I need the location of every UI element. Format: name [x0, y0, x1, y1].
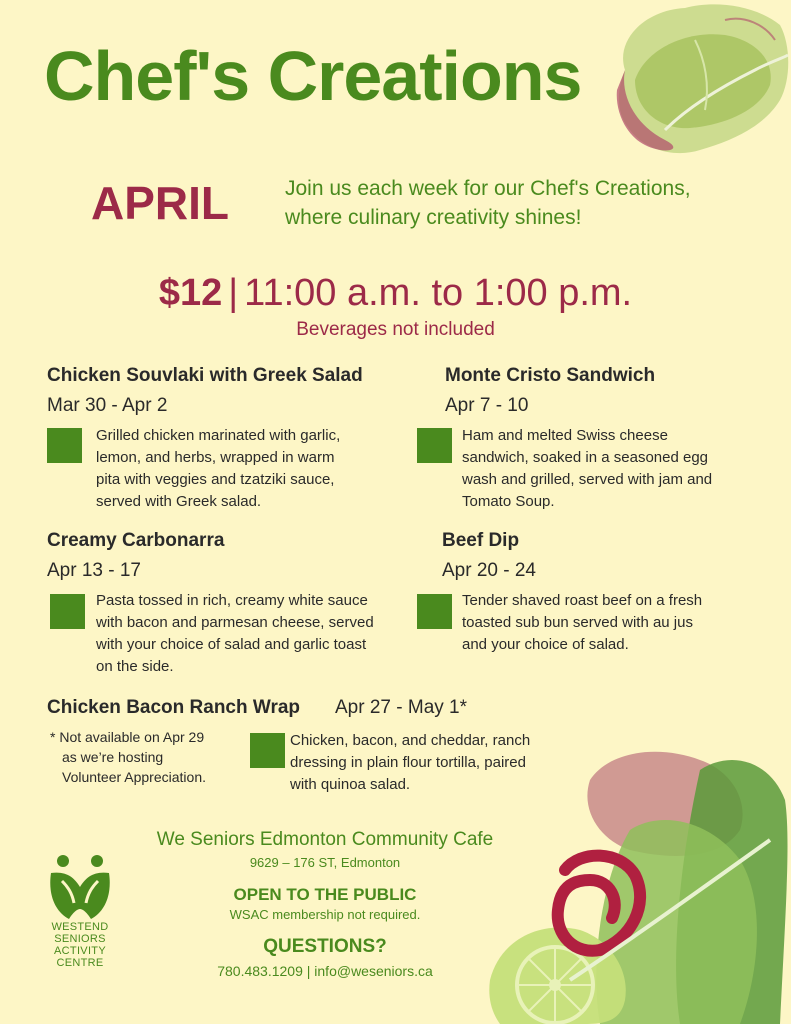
footnote — [50, 727, 250, 787]
menu-item-dates: Apr 7 - 10 — [445, 395, 529, 416]
logo-line: WESTEND — [51, 921, 109, 933]
price: $12 — [158, 272, 223, 314]
menu-item-name: Creamy Carbonarra — [47, 530, 225, 551]
menu-item-dates: Apr 13 - 17 — [47, 560, 141, 581]
logo-line: CENTRE — [56, 957, 104, 969]
menu-item-description — [462, 590, 762, 656]
contact-info — [0, 963, 650, 979]
menu-item-dates: Apr 27 - May 1* — [335, 697, 467, 718]
price-separator: | — [228, 272, 239, 314]
open-public-label: OPEN TO THE PUBLIC — [233, 885, 417, 904]
logo-line: ACTIVITY — [54, 945, 106, 957]
logo-line: SENIORS — [54, 933, 106, 945]
month-label: APRIL — [91, 177, 229, 229]
menu-item-dates: Apr 20 - 24 — [442, 560, 536, 581]
desc-line: Tender shaved roast beef on a fresh — [462, 592, 703, 609]
desc-line: served with Greek salad. — [96, 493, 262, 510]
menu-item-bullet — [47, 428, 82, 463]
desc-line: dressing in plain flour tortilla, paired — [290, 754, 526, 771]
menu-item-name: Chicken Souvlaki with Greek Salad — [47, 365, 363, 386]
desc-line: toasted sub bun served with au jus — [462, 614, 693, 631]
desc-line: with your choice of salad and garlic toast — [96, 636, 367, 653]
phone-number[interactable]: 780.483.1209 — [217, 963, 303, 979]
menu-item-description — [290, 730, 580, 796]
questions-heading: QUESTIONS? — [263, 936, 387, 957]
menu-item-bullet — [417, 428, 452, 463]
menu-item-name: Beef Dip — [442, 530, 520, 551]
desc-line: lemon, and herbs, wrapped in warm — [96, 449, 335, 466]
desc-line: sandwich, soaked in a seasoned egg — [462, 449, 709, 466]
menu-item-dates: Mar 30 - Apr 2 — [47, 395, 168, 416]
desc-line: on the side. — [96, 658, 174, 675]
footnote-line: * Not available on Apr 29 — [50, 729, 205, 745]
cafe-address: 9629 – 176 ST, Edmonton — [249, 855, 401, 870]
desc-line: Chicken, bacon, and cheddar, ranch — [290, 732, 531, 749]
footnote-line: Volunteer Appreciation. — [62, 769, 206, 785]
intro-line-1: Join us each week for our Chef's Creations, — [285, 177, 691, 200]
desc-line: and your choice of salad. — [462, 636, 629, 653]
membership-note: WSAC membership not required. — [229, 907, 421, 922]
contact-separator: | — [306, 963, 311, 979]
desc-line: with quinoa salad. — [290, 776, 411, 793]
intro-line-2: where culinary creativity shines! — [285, 206, 582, 229]
time-range: 11:00 a.m. to 1:00 p.m. — [244, 272, 633, 314]
menu-item-description — [462, 425, 762, 513]
footnote-line: as we’re hosting — [62, 749, 164, 765]
page-title: Chef's Creations — [44, 37, 582, 115]
email-link[interactable]: info@weseniors.ca — [314, 963, 433, 979]
beverages-note: Beverages not included — [296, 319, 495, 340]
menu-item-description — [96, 425, 386, 513]
lettuce-illustration-top — [605, 0, 791, 160]
desc-line: with bacon and parmesan cheese, served — [96, 614, 374, 631]
desc-line: Pasta tossed in rich, creamy white sauce — [96, 592, 368, 609]
menu-item-bullet — [50, 594, 85, 629]
menu-item-bullet — [250, 733, 285, 768]
price-time-row — [0, 272, 791, 315]
intro-text — [285, 174, 755, 232]
desc-line: Grilled chicken marinated with garlic, — [96, 427, 341, 444]
menu-item-description — [96, 590, 406, 678]
menu-item-name: Chicken Bacon Ranch Wrap — [47, 697, 301, 718]
menu-item-bullet — [417, 594, 452, 629]
cafe-name: We Seniors Edmonton Community Cafe — [156, 829, 494, 850]
desc-line: Ham and melted Swiss cheese — [462, 427, 668, 444]
desc-line: Tomato Soup. — [462, 493, 555, 510]
menu-item-name: Monte Cristo Sandwich — [445, 365, 656, 386]
desc-line: wash and grilled, served with jam and — [462, 471, 713, 488]
desc-line: pita with veggies and tzatziki sauce, — [96, 471, 335, 488]
